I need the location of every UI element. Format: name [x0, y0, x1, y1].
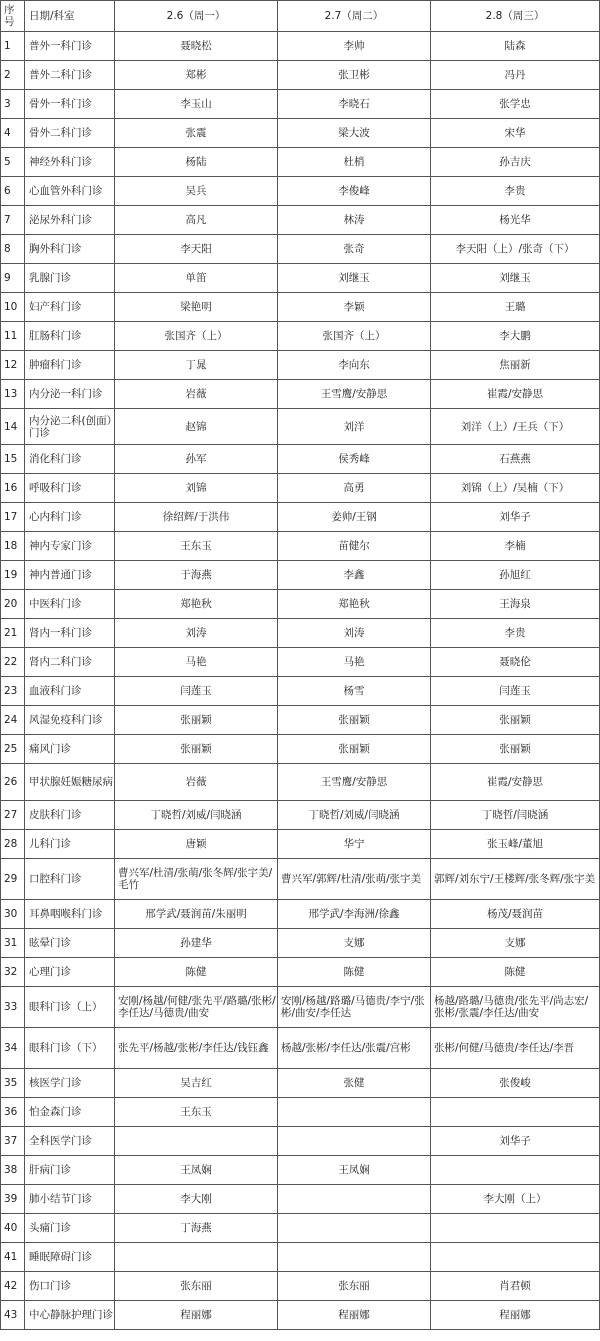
cell-day-2: 邢学武/李海洲/徐鑫 [278, 900, 431, 929]
cell-day-2: 张丽颖 [278, 735, 431, 764]
cell-day-2 [278, 1127, 431, 1156]
table-row [1, 61, 600, 90]
cell-day-3: 李大鹏 [431, 322, 600, 351]
cell-day-3 [431, 1214, 600, 1243]
cell-day-3: 孙旭红 [431, 561, 600, 590]
cell-serial: 16 [1, 474, 25, 503]
cell-department: 耳鼻咽喉科门诊 [25, 900, 115, 929]
cell-department: 内分泌一科门诊 [25, 380, 115, 409]
cell-serial: 9 [1, 264, 25, 293]
cell-day-2: 支娜 [278, 929, 431, 958]
cell-department: 痛风门诊 [25, 735, 115, 764]
cell-serial: 40 [1, 1214, 25, 1243]
cell-day-1: 张丽颖 [115, 706, 278, 735]
cell-department: 伤口门诊 [25, 1272, 115, 1301]
cell-day-3: 支娜 [431, 929, 600, 958]
table-row [1, 1127, 600, 1156]
cell-day-3: 张丽颖 [431, 706, 600, 735]
cell-serial: 30 [1, 900, 25, 929]
cell-serial: 41 [1, 1243, 25, 1272]
cell-serial: 22 [1, 648, 25, 677]
cell-serial: 37 [1, 1127, 25, 1156]
cell-department: 消化科门诊 [25, 445, 115, 474]
table-row [1, 1301, 600, 1330]
header-day-2: 2.7（周二） [278, 1, 431, 32]
table-row [1, 322, 600, 351]
cell-day-1: 梁艳明 [115, 293, 278, 322]
cell-department: 神内普通门诊 [25, 561, 115, 590]
cell-department: 肺小结节门诊 [25, 1185, 115, 1214]
cell-serial: 14 [1, 409, 25, 445]
table-row [1, 735, 600, 764]
cell-serial: 7 [1, 206, 25, 235]
cell-department: 呼吸科门诊 [25, 474, 115, 503]
cell-day-3: 张学忠 [431, 90, 600, 119]
cell-day-1: 单笛 [115, 264, 278, 293]
cell-serial: 12 [1, 351, 25, 380]
cell-serial: 15 [1, 445, 25, 474]
cell-day-3: 冯丹 [431, 61, 600, 90]
cell-serial: 19 [1, 561, 25, 590]
cell-department: 心血管外科门诊 [25, 177, 115, 206]
cell-day-3 [431, 1243, 600, 1272]
cell-day-3: 张玉峰/董旭 [431, 830, 600, 859]
cell-serial: 25 [1, 735, 25, 764]
table-row [1, 32, 600, 61]
cell-day-3: 刘锦（上）/吴楠（下） [431, 474, 600, 503]
cell-department: 肾内一科门诊 [25, 619, 115, 648]
cell-day-1: 张先平/杨越/张彬/李任达/钱钰鑫 [115, 1028, 278, 1069]
cell-day-1: 赵锦 [115, 409, 278, 445]
cell-day-2: 李帅 [278, 32, 431, 61]
cell-department: 风湿免疫科门诊 [25, 706, 115, 735]
table-row [1, 90, 600, 119]
cell-serial: 10 [1, 293, 25, 322]
table-row [1, 929, 600, 958]
table-row [1, 1098, 600, 1127]
cell-day-1: 张丽颖 [115, 735, 278, 764]
cell-day-1: 张东丽 [115, 1272, 278, 1301]
cell-day-2 [278, 1185, 431, 1214]
cell-department: 眼科门诊（下） [25, 1028, 115, 1069]
table-row [1, 987, 600, 1028]
table-row [1, 648, 600, 677]
table-row [1, 590, 600, 619]
cell-day-3: 王海泉 [431, 590, 600, 619]
cell-serial: 32 [1, 958, 25, 987]
cell-day-2: 张东丽 [278, 1272, 431, 1301]
cell-serial: 17 [1, 503, 25, 532]
cell-day-2: 姜帅/王钢 [278, 503, 431, 532]
header-date-dept: 日期/科室 [25, 1, 115, 32]
cell-day-1: 丁海燕 [115, 1214, 278, 1243]
table-row [1, 1214, 600, 1243]
table-row [1, 119, 600, 148]
cell-department: 眼科门诊（上） [25, 987, 115, 1028]
cell-day-1: 闫莲玉 [115, 677, 278, 706]
cell-day-1 [115, 1243, 278, 1272]
cell-serial: 21 [1, 619, 25, 648]
cell-day-3: 丁晓哲/闫晓涵 [431, 801, 600, 830]
cell-serial: 28 [1, 830, 25, 859]
cell-day-1: 高凡 [115, 206, 278, 235]
table-row [1, 503, 600, 532]
cell-day-3: 宋华 [431, 119, 600, 148]
cell-department: 肾内二科门诊 [25, 648, 115, 677]
cell-serial: 5 [1, 148, 25, 177]
cell-serial: 36 [1, 1098, 25, 1127]
cell-day-1: 丁晁 [115, 351, 278, 380]
cell-serial: 24 [1, 706, 25, 735]
cell-department: 核医学门诊 [25, 1069, 115, 1098]
cell-department: 血液科门诊 [25, 677, 115, 706]
schedule-body [1, 32, 600, 1330]
cell-day-3: 程丽娜 [431, 1301, 600, 1330]
cell-serial: 4 [1, 119, 25, 148]
cell-day-2: 李颖 [278, 293, 431, 322]
cell-serial: 26 [1, 764, 25, 801]
cell-day-1: 曹兴军/杜清/张萌/张冬辉/张宇美/毛竹 [115, 859, 278, 900]
table-row [1, 830, 600, 859]
cell-day-3: 李贵 [431, 619, 600, 648]
cell-day-3: 刘华子 [431, 1127, 600, 1156]
cell-day-2: 华宁 [278, 830, 431, 859]
cell-day-1: 孙建华 [115, 929, 278, 958]
cell-day-3: 孙吉庆 [431, 148, 600, 177]
cell-day-3: 李楠 [431, 532, 600, 561]
table-row [1, 619, 600, 648]
cell-day-3: 张彬/何健/马德贵/李任达/李晋 [431, 1028, 600, 1069]
cell-day-2: 李俊峰 [278, 177, 431, 206]
cell-department: 肿瘤科门诊 [25, 351, 115, 380]
cell-day-2: 梁大波 [278, 119, 431, 148]
cell-day-1: 岩薇 [115, 764, 278, 801]
cell-day-2 [278, 1243, 431, 1272]
table-row [1, 764, 600, 801]
cell-day-1: 吴吉红 [115, 1069, 278, 1098]
cell-day-3: 闫莲玉 [431, 677, 600, 706]
cell-department: 内分泌二科(创面）门诊 [25, 409, 115, 445]
cell-day-2: 刘涛 [278, 619, 431, 648]
cell-day-3: 张丽颖 [431, 735, 600, 764]
cell-day-1: 李玉山 [115, 90, 278, 119]
cell-day-3: 陈健 [431, 958, 600, 987]
cell-department: 头痛门诊 [25, 1214, 115, 1243]
cell-department: 骨外一科门诊 [25, 90, 115, 119]
cell-serial: 39 [1, 1185, 25, 1214]
cell-day-2: 高勇 [278, 474, 431, 503]
table-row [1, 148, 600, 177]
cell-department: 儿科门诊 [25, 830, 115, 859]
cell-day-3: 郭辉/刘东宁/王楼辉/张冬辉/张宇美 [431, 859, 600, 900]
cell-department: 皮肤科门诊 [25, 801, 115, 830]
cell-day-2: 杜梢 [278, 148, 431, 177]
cell-day-2: 杨雪 [278, 677, 431, 706]
cell-serial: 42 [1, 1272, 25, 1301]
cell-day-3: 崔霞/安静思 [431, 764, 600, 801]
cell-department: 神经外科门诊 [25, 148, 115, 177]
header-row [1, 1, 600, 32]
cell-day-2: 张卫彬 [278, 61, 431, 90]
cell-day-3: 杨越/路璐/马德贵/张先平/尚志宏/张彬/张震/李任达/曲安 [431, 987, 600, 1028]
cell-day-1: 岩薇 [115, 380, 278, 409]
cell-serial: 35 [1, 1069, 25, 1098]
cell-day-1: 丁晓哲/刘威/闫晓涵 [115, 801, 278, 830]
cell-day-3: 陆森 [431, 32, 600, 61]
cell-serial: 33 [1, 987, 25, 1028]
table-row [1, 235, 600, 264]
cell-day-2: 程丽娜 [278, 1301, 431, 1330]
table-row [1, 859, 600, 900]
table-row [1, 1272, 600, 1301]
cell-serial: 6 [1, 177, 25, 206]
cell-serial: 2 [1, 61, 25, 90]
cell-day-3: 刘洋（上）/王兵（下） [431, 409, 600, 445]
cell-day-2 [278, 1214, 431, 1243]
cell-day-3: 刘继玉 [431, 264, 600, 293]
header-serial: 序号 [1, 1, 25, 32]
cell-day-1: 王东玉 [115, 1098, 278, 1127]
cell-serial: 3 [1, 90, 25, 119]
cell-department: 眩晕门诊 [25, 929, 115, 958]
cell-day-2: 林涛 [278, 206, 431, 235]
cell-day-3 [431, 1156, 600, 1185]
cell-day-3: 石燕燕 [431, 445, 600, 474]
cell-serial: 43 [1, 1301, 25, 1330]
cell-day-1: 郑彬 [115, 61, 278, 90]
cell-day-2: 王雪鹰/安静思 [278, 764, 431, 801]
cell-day-2: 李鑫 [278, 561, 431, 590]
cell-department: 胸外科门诊 [25, 235, 115, 264]
cell-serial: 20 [1, 590, 25, 619]
table-row [1, 801, 600, 830]
cell-serial: 31 [1, 929, 25, 958]
cell-day-1: 徐绍辉/于洪伟 [115, 503, 278, 532]
cell-day-1: 马艳 [115, 648, 278, 677]
cell-day-1: 聂晓松 [115, 32, 278, 61]
cell-department: 肝病门诊 [25, 1156, 115, 1185]
table-row [1, 532, 600, 561]
cell-day-2: 杨越/张彬/李任达/张震/宫彬 [278, 1028, 431, 1069]
cell-day-1: 李天阳 [115, 235, 278, 264]
cell-day-2: 张丽颖 [278, 706, 431, 735]
cell-day-2 [278, 1098, 431, 1127]
cell-day-1: 陈健 [115, 958, 278, 987]
cell-day-3: 崔霞/安静思 [431, 380, 600, 409]
cell-day-1: 程丽娜 [115, 1301, 278, 1330]
table-row [1, 1028, 600, 1069]
cell-department: 心理门诊 [25, 958, 115, 987]
cell-day-1: 唐颖 [115, 830, 278, 859]
cell-day-2: 马艳 [278, 648, 431, 677]
table-row [1, 474, 600, 503]
cell-day-1: 刘锦 [115, 474, 278, 503]
cell-day-1: 郑艳秋 [115, 590, 278, 619]
cell-serial: 1 [1, 32, 25, 61]
cell-day-2: 曹兴军/郭辉/杜清/张萌/张宇美 [278, 859, 431, 900]
cell-day-3: 杨光华 [431, 206, 600, 235]
table-row [1, 351, 600, 380]
cell-day-1: 王凤娴 [115, 1156, 278, 1185]
cell-serial: 8 [1, 235, 25, 264]
table-row [1, 380, 600, 409]
cell-department: 妇产科门诊 [25, 293, 115, 322]
cell-serial: 27 [1, 801, 25, 830]
cell-day-2: 苗健尔 [278, 532, 431, 561]
cell-day-2: 陈健 [278, 958, 431, 987]
table-row [1, 1185, 600, 1214]
cell-day-3: 李大刚（上） [431, 1185, 600, 1214]
cell-department: 骨外二科门诊 [25, 119, 115, 148]
cell-serial: 38 [1, 1156, 25, 1185]
cell-day-3: 李天阳（上）/张奇（下） [431, 235, 600, 264]
table-row [1, 900, 600, 929]
table-row [1, 1156, 600, 1185]
cell-day-2: 刘洋 [278, 409, 431, 445]
cell-day-3: 肖君顿 [431, 1272, 600, 1301]
cell-day-2: 张国齐（上） [278, 322, 431, 351]
table-row [1, 264, 600, 293]
cell-day-3: 焦丽新 [431, 351, 600, 380]
cell-department: 肛肠科门诊 [25, 322, 115, 351]
table-row [1, 706, 600, 735]
cell-day-1: 吴兵 [115, 177, 278, 206]
cell-day-2: 张奇 [278, 235, 431, 264]
cell-day-1: 孙军 [115, 445, 278, 474]
cell-department: 乳腺门诊 [25, 264, 115, 293]
cell-department: 甲状腺妊娠糖尿病 [25, 764, 115, 801]
cell-day-1: 邢学武/聂润苗/朱丽明 [115, 900, 278, 929]
table-row [1, 293, 600, 322]
cell-department: 中心静脉护理门诊 [25, 1301, 115, 1330]
cell-day-2: 侯秀峰 [278, 445, 431, 474]
cell-day-2: 李晓石 [278, 90, 431, 119]
cell-day-2: 安刚/杨越/路璐/马德贵/李宁/张彬/曲安/李任达 [278, 987, 431, 1028]
cell-serial: 18 [1, 532, 25, 561]
cell-department: 普外二科门诊 [25, 61, 115, 90]
cell-day-1: 张震 [115, 119, 278, 148]
cell-department: 心内科门诊 [25, 503, 115, 532]
cell-day-1: 李大刚 [115, 1185, 278, 1214]
cell-department: 普外一科门诊 [25, 32, 115, 61]
cell-day-2: 丁晓哲/刘威/闫晓涵 [278, 801, 431, 830]
cell-day-3: 杨茂/聂润苗 [431, 900, 600, 929]
cell-day-1: 张国齐（上） [115, 322, 278, 351]
cell-serial: 13 [1, 380, 25, 409]
cell-department: 中医科门诊 [25, 590, 115, 619]
cell-day-3: 张俊峻 [431, 1069, 600, 1098]
cell-day-1: 安刚/杨越/何健/张先平/路璐/张彬/李任达/马德贵/曲安 [115, 987, 278, 1028]
cell-day-3: 刘华子 [431, 503, 600, 532]
cell-day-3: 李贵 [431, 177, 600, 206]
cell-day-1 [115, 1127, 278, 1156]
cell-day-1: 王东玉 [115, 532, 278, 561]
table-row [1, 445, 600, 474]
cell-day-1: 刘涛 [115, 619, 278, 648]
cell-day-3: 王璐 [431, 293, 600, 322]
table-row [1, 206, 600, 235]
cell-department: 神内专家门诊 [25, 532, 115, 561]
table-row [1, 1069, 600, 1098]
header-day-1: 2.6（周一） [115, 1, 278, 32]
table-row [1, 677, 600, 706]
cell-day-2: 李向东 [278, 351, 431, 380]
table-row [1, 958, 600, 987]
table-row [1, 561, 600, 590]
cell-day-2: 王凤娴 [278, 1156, 431, 1185]
cell-department: 睡眠障碍门诊 [25, 1243, 115, 1272]
cell-day-1: 杨陆 [115, 148, 278, 177]
cell-day-2: 王雪鹰/安静思 [278, 380, 431, 409]
cell-day-2: 张健 [278, 1069, 431, 1098]
cell-department: 怕金森门诊 [25, 1098, 115, 1127]
cell-serial: 23 [1, 677, 25, 706]
cell-serial: 11 [1, 322, 25, 351]
cell-department: 泌尿外科门诊 [25, 206, 115, 235]
table-row [1, 1243, 600, 1272]
cell-day-2: 刘继玉 [278, 264, 431, 293]
cell-day-2: 郑艳秋 [278, 590, 431, 619]
cell-serial: 29 [1, 859, 25, 900]
cell-serial: 34 [1, 1028, 25, 1069]
cell-day-3: 聂晓伦 [431, 648, 600, 677]
table-row [1, 409, 600, 445]
cell-day-3 [431, 1098, 600, 1127]
cell-department: 全科医学门诊 [25, 1127, 115, 1156]
cell-day-1: 于海燕 [115, 561, 278, 590]
cell-department: 口腔科门诊 [25, 859, 115, 900]
table-row [1, 177, 600, 206]
header-day-3: 2.8（周三） [431, 1, 600, 32]
